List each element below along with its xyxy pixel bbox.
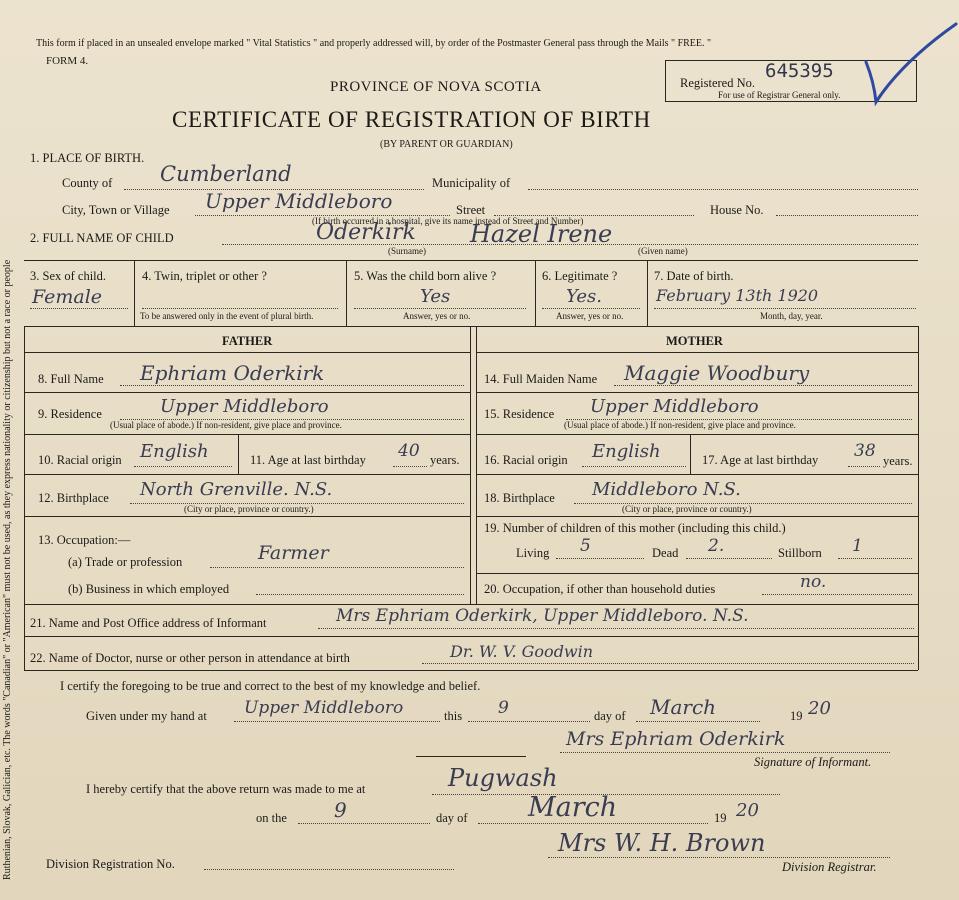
legitimate-value: Yes. — [566, 286, 602, 307]
informant-label: 21. Name and Post Office address of Informant — [30, 616, 267, 630]
certificate-subtitle: (BY PARENT OR GUARDIAN) — [380, 139, 513, 150]
mother-birthplace-value: Middleboro N.S. — [592, 479, 741, 500]
hospital-note: (If birth occurred in a hospital, give its name instead of Street and Number) — [312, 216, 584, 226]
registrar-signature: Mrs W. H. Brown — [558, 829, 766, 857]
city-label: City, Town or Village — [62, 203, 170, 217]
mother-residence-label: 15. Residence — [484, 407, 555, 421]
form-number: FORM 4. — [46, 55, 89, 67]
registered-number: 645395 — [765, 60, 834, 82]
mother-occupation-label: 20. Occupation, if other than household duties — [484, 582, 716, 596]
alive-value: Yes — [420, 286, 451, 307]
sex-value: Female — [32, 286, 103, 308]
trade-label: (a) Trade or profession — [68, 555, 183, 569]
mail-notice: This form if placed in an unsealed envelope marked " Vital Statistics " and properly addressed will, by order of the Postmaster General pass through the Mails " FREE. " — [36, 38, 712, 49]
registrar-label: Division Registrar. — [782, 860, 877, 874]
given-month-value: March — [650, 695, 717, 719]
registered-note: For use of Registrar General only. — [718, 90, 841, 100]
mother-heading: MOTHER — [666, 334, 723, 348]
legitimate-note: Answer, yes or no. — [556, 311, 624, 321]
given-name-note: (Given name) — [638, 246, 688, 256]
surname-note: (Surname) — [388, 246, 426, 256]
stillborn-value: 1 — [852, 536, 863, 556]
children-label: 19. Number of children of this mother (including this child.) — [484, 521, 786, 535]
mother-age-unit: years. — [883, 454, 913, 468]
mother-residence-value: Upper Middleboro — [590, 396, 759, 417]
mother-occupation-value: no. — [800, 572, 827, 592]
province-heading: PROVINCE OF NOVA SCOTIA — [330, 79, 542, 95]
twin-label: 4. Twin, triplet or other ? — [142, 269, 267, 283]
given-dayof-label: day of — [594, 709, 626, 723]
father-residence-value: Upper Middleboro — [160, 396, 329, 417]
father-age-value: 40 — [398, 441, 420, 461]
on-day-value: 9 — [334, 798, 347, 822]
check-mark-icon — [862, 22, 958, 108]
alive-label: 5. Was the child born alive ? — [354, 269, 497, 283]
city-value: Upper Middleboro — [205, 189, 393, 213]
mother-race-label: 16. Racial origin — [484, 453, 568, 467]
given-year-value: 20 — [808, 698, 831, 719]
legitimate-label: 6. Legitimate ? — [542, 269, 618, 283]
doctor-label: 22. Name of Doctor, nurse or other person in attendance at birth — [30, 651, 350, 665]
on-year-prefix: 19 — [714, 811, 727, 825]
father-age-label: 11. Age at last birthday — [250, 453, 366, 467]
house-label: House No. — [710, 203, 764, 217]
certificate-title: CERTIFICATE OF REGISTRATION OF BIRTH — [172, 107, 651, 132]
living-label: Living — [516, 546, 550, 560]
alive-note: Answer, yes or no. — [403, 311, 471, 321]
return-label: I hereby certify that the above return was made to me at — [86, 782, 366, 796]
occupation-label: 13. Occupation:— — [38, 533, 131, 547]
father-race-label: 10. Racial origin — [38, 453, 122, 467]
mother-age-label: 17. Age at last birthday — [702, 453, 819, 467]
certify-statement: I certify the foregoing to be true and correct to the best of my knowledge and belief. — [60, 679, 481, 693]
given-label: Given under my hand at — [86, 709, 207, 723]
stillborn-label: Stillborn — [778, 546, 822, 560]
return-place-value: Pugwash — [448, 764, 558, 792]
father-residence-label: 9. Residence — [38, 407, 102, 421]
business-label: (b) Business in which employed — [68, 582, 230, 596]
father-age-unit: years. — [430, 453, 460, 467]
mother-birthplace-note: (City or place, province or country.) — [622, 504, 752, 514]
this-label: this — [444, 709, 463, 723]
on-dayof-label: day of — [436, 811, 468, 825]
doctor-value: Dr. W. V. Goodwin — [450, 642, 594, 661]
dob-value: February 13th 1920 — [656, 286, 819, 305]
dob-note: Month, day, year. — [760, 311, 823, 321]
father-name-value: Ephriam Oderkirk — [140, 361, 325, 385]
given-place-value: Upper Middleboro — [244, 698, 404, 718]
informant-value: Mrs Ephriam Oderkirk, Upper Middleboro. N.S. — [336, 606, 749, 626]
dead-value: 2. — [708, 536, 725, 556]
on-year-value: 20 — [736, 800, 759, 821]
father-heading: FATHER — [222, 334, 273, 348]
place-heading: 1. PLACE OF BIRTH. — [30, 151, 145, 165]
father-name-label: 8. Full Name — [38, 372, 104, 386]
county-value: Cumberland — [160, 162, 292, 186]
child-given-value: Hazel Irene — [470, 220, 613, 248]
dob-label: 7. Date of birth. — [654, 269, 734, 283]
twin-note: To be answered only in the event of plural birth. — [140, 311, 314, 321]
on-month-value: March — [528, 792, 618, 823]
child-name-label: 2. FULL NAME OF CHILD — [30, 231, 174, 245]
mother-birthplace-label: 18. Birthplace — [484, 491, 555, 505]
living-value: 5 — [580, 536, 591, 556]
trade-value: Farmer — [258, 542, 329, 564]
mother-name-value: Maggie Woodbury — [624, 361, 810, 385]
mother-age-value: 38 — [854, 441, 876, 461]
street-label: Street — [456, 203, 486, 217]
father-race-value: English — [140, 441, 209, 462]
father-birthplace-note: (City or place, province or country.) — [184, 504, 314, 514]
mother-residence-note: (Usual place of abode.) If non-resident, give place and province. — [564, 420, 796, 430]
child-surname-value: Oderkirk — [316, 220, 416, 245]
sex-label: 3. Sex of child. — [30, 269, 107, 283]
on-label: on the — [256, 811, 287, 825]
registered-label: Registered No. — [680, 76, 755, 90]
side-note: Ruthenian, Slovak, Galician, etc. The words "Canadian" or "American" must not be used, as they express nationality or citizenship but not a race or people — [2, 259, 13, 880]
father-birthplace-value: North Grenville. N.S. — [140, 479, 333, 500]
county-label: County of — [62, 176, 113, 190]
mother-race-value: English — [592, 441, 661, 462]
father-residence-note: (Usual place of abode.) If non-resident, give place and province. — [110, 420, 342, 430]
father-birthplace-label: 12. Birthplace — [38, 491, 109, 505]
given-day-value: 9 — [498, 698, 509, 718]
municipality-label: Municipality of — [432, 176, 511, 190]
given-year-prefix: 19 — [790, 709, 803, 723]
division-registration-label: Division Registration No. — [46, 857, 175, 871]
signature-label: Signature of Informant. — [754, 755, 872, 769]
mother-name-label: 14. Full Maiden Name — [484, 372, 598, 386]
dead-label: Dead — [652, 546, 679, 560]
informant-signature: Mrs Ephriam Oderkirk — [566, 728, 786, 750]
